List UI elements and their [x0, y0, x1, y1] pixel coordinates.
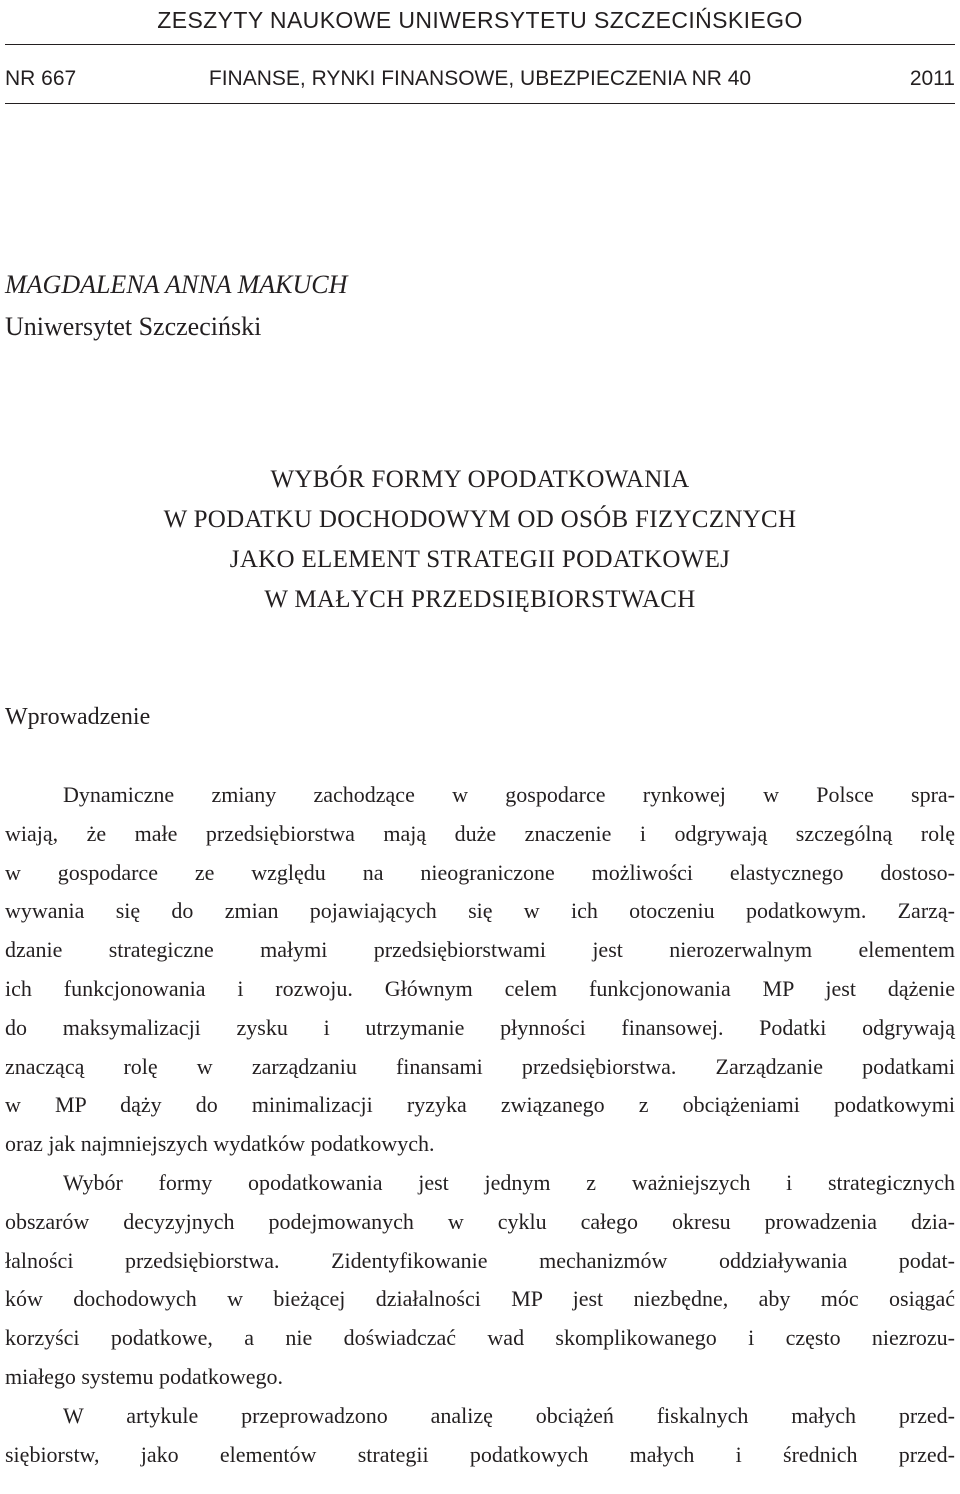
text-line: w gospodarce ze względu na nieograniczone możliwości elastycznego dostoso-	[5, 859, 955, 885]
text-line: łalności przedsiębiorstwa. Zidentyfikowanie mechanizmów oddziaływania podat-	[5, 1247, 955, 1273]
text-line: znaczącą rolę w zarządzaniu finansami przedsiębiorstwa. Zarządzanie podatkami	[5, 1053, 955, 1079]
text-line: ich funkcjonowania i rozwoju. Głównym celem funkcjonowania MP jest dążenie	[5, 975, 955, 1001]
journal-year: 2011	[909, 67, 955, 90]
journal-number: NR 667	[5, 67, 77, 90]
text-line: dzanie strategiczne małymi przedsiębiorstwami jest nierozerwalnym elementem	[5, 937, 955, 963]
text-line: oraz jak najmniejszych wydatków podatkowych.	[5, 1131, 435, 1157]
header-rule-bottom	[5, 103, 955, 104]
text-line: korzyści podatkowe, a nie doświadczać wad skomplikowanego i często niezrozu-	[5, 1325, 955, 1351]
text-line: W artykule przeprowadzono analizę obciążeń fiskalnych małych przed-	[63, 1402, 955, 1428]
text-line: wywania się do zmian pojawiających się w ich otoczeniu podatkowym. Zarzą-	[5, 898, 955, 924]
article-title	[0, 460, 960, 620]
journal-series-line	[5, 64, 955, 94]
article-title-line: WYBÓR FORMY OPODATKOWANIA	[270, 466, 690, 493]
text-line: miałego systemu podatkowego.	[5, 1363, 284, 1389]
text-line: do maksymalizacji zysku i utrzymanie płynności finansowej. Podatki odgrywają	[5, 1014, 955, 1040]
author-name: MAGDALENA ANNA MAKUCH	[5, 270, 348, 299]
text-line: ków dochodowych w bieżącej działalności MP jest niezbędne, aby móc osiągać	[5, 1286, 955, 1312]
paragraph	[5, 776, 955, 1164]
text-line: Dynamiczne zmiany zachodzące w gospodarce rynkowej w Polsce spra-	[63, 782, 955, 807]
text-line: siębiorstw, jako elementów strategii podatkowych małych i średnich przed-	[5, 1441, 955, 1467]
article-title-line: W PODATKU DOCHODOWYM OD OSÓB FIZYCZNYCH	[163, 506, 797, 533]
article-title-line: JAKO ELEMENT STRATEGII PODATKOWEJ	[229, 546, 731, 573]
text-line: wiają, że małe przedsiębiorstwa mają duże znaczenie i odgrywają szczególną rolę	[5, 820, 955, 846]
text-line: Wybór formy opodatkowania jest jednym z ważniejszych i strategicznych	[63, 1169, 955, 1195]
header-rule-top	[5, 44, 955, 45]
body-text	[5, 776, 955, 1474]
text-line: w MP dąży do minimalizacji ryzyka związanego z obciążeniami podatkowymi	[5, 1092, 955, 1118]
journal-title: ZESZYTY NAUKOWE UNIWERSYTETU SZCZECIŃSKIEGO	[157, 7, 803, 33]
journal-series: FINANSE, RYNKI FINANSOWE, UBEZPIECZENIA NR 40	[208, 67, 752, 90]
paragraph	[5, 1164, 955, 1397]
section-heading: Wprowadzenie	[5, 704, 151, 730]
paragraph	[5, 1397, 955, 1475]
article-title-line: W MAŁYCH PRZEDSIĘBIORSTWACH	[264, 586, 696, 613]
text-line: obszarów decyzyjnych podejmowanych w cyklu całego okresu prowadzenia dzia-	[5, 1208, 955, 1234]
author-affiliation: Uniwersytet Szczeciński	[5, 312, 262, 341]
